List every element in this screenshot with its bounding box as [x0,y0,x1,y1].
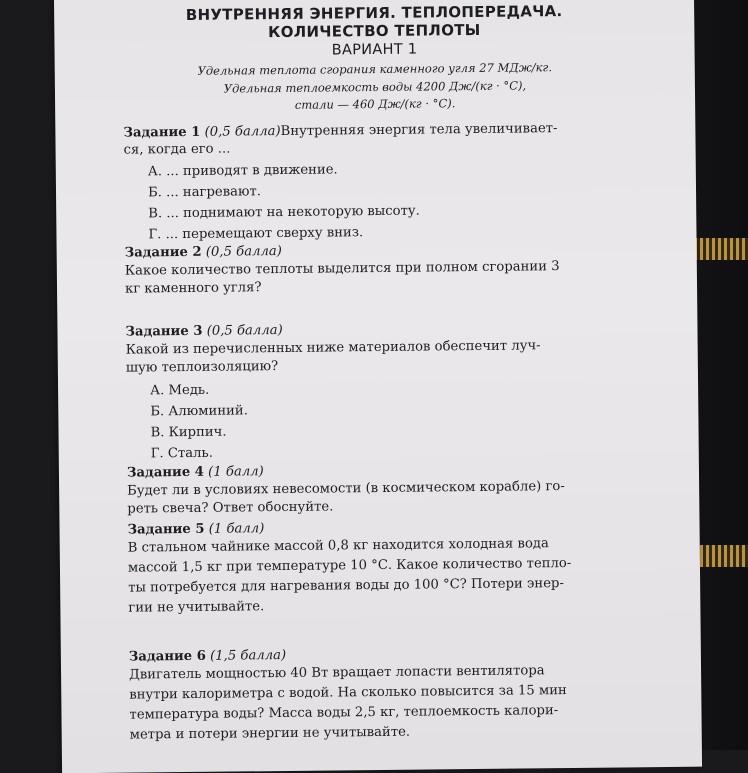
task-6-text-line3: температура воды? Масса воды 2,5 кг, теплоемкость калори- [129,703,559,723]
task-3-text-line1: Какой из перечисленных ниже материалов обеспечит луч- [125,338,541,358]
task-1-option-c: В. ... поднимают на некоторую высоту. [148,203,420,222]
task-1-text: Внутренняя энергия тела увеличивает- [280,121,558,140]
task-6-title: Задание 6 [128,648,206,665]
task-5-title: Задание 5 [127,521,205,538]
task-6-text-line4: метра и потери энергии не учитывайте. [129,724,411,743]
reference-info-line3: стали — 460 Дж/(кг · °С). [294,96,456,112]
task-2-text-line1: Какое количество теплоты выделится при полном сгорании 3 [124,259,560,279]
task-3-option-c: В. Кирпич. [150,424,227,441]
task-3-option-d: Г. Сталь. [150,445,213,462]
task-5-text-line4: гии не учитывайте. [128,599,265,616]
task-3-points: (0,5 балла) [206,322,283,339]
worksheet-content [54,0,702,773]
task-6-points: (1,5 балла) [209,647,287,664]
worksheet-paper [54,0,702,773]
task-5-text-line3: ты потребуется для нагревания воды до 100 °С? Потери энер- [128,576,564,596]
variant-label: ВАРИАНТ 1 [331,41,418,59]
task-4-points: (1 балл) [208,464,264,480]
task-3-text-line2: шую теплоизоляцию? [125,359,279,376]
task-1-option-d: Г. ... перемещают сверху вниз. [148,225,364,243]
task-3-option-a: А. Медь. [150,382,210,399]
worksheet-title-line2: КОЛИЧЕСТВО ТЕПЛОТЫ [268,20,481,42]
task-3-title: Задание 3 [125,323,203,340]
task-4-title: Задание 4 [126,464,205,481]
task-2-title: Задание 2 [124,244,202,261]
task-5-points: (1 балл) [208,521,265,537]
task-5-text-line2: массой 1,5 кг при температуре 10 °С. Какое количество тепло- [127,555,572,576]
task-1-title: Задание 1 [123,124,201,141]
task-4-text-line1: Будет ли в условиях невесомости (в космическом корабле) го- [127,479,565,499]
task-1-option-a: А. ... приводят в движение. [147,162,338,180]
task-1-line2: ся, когда его ... [123,141,231,158]
task-6-text-line1: Двигатель мощностью 40 Вт вращает лопасти вентилятора [128,663,545,683]
task-1-option-b: Б. ... нагревают. [147,184,262,201]
worksheet-title-line1: ВНУТРЕННЯЯ ЭНЕРГИЯ. ТЕПЛОПЕРЕДАЧА. [185,2,563,24]
task-3-option-b: Б. Алюминий. [150,403,248,420]
task-4-text-line2: реть свеча? Ответ обоснуйте. [127,499,334,517]
reference-info-line2: Удельная теплоемкость воды 4200 Дж/(кг · °С), [223,78,527,96]
reference-info-line1: Удельная теплота сгорания каменного угля 27 МДж/кг. [197,60,553,78]
task-2-text-line2: кг каменного угля? [124,280,262,297]
task-2-points: (0,5 балла) [205,244,282,260]
task-6-text-line2: внутри калориметра с водой. На сколько повысится за 15 мин [129,683,567,703]
task-1-points: (0,5 балла) [204,124,281,140]
task-5-text-line1: В стальном чайнике массой 0,8 кг находится холодная вода [127,536,549,556]
zipper-teeth-upper [688,238,748,260]
